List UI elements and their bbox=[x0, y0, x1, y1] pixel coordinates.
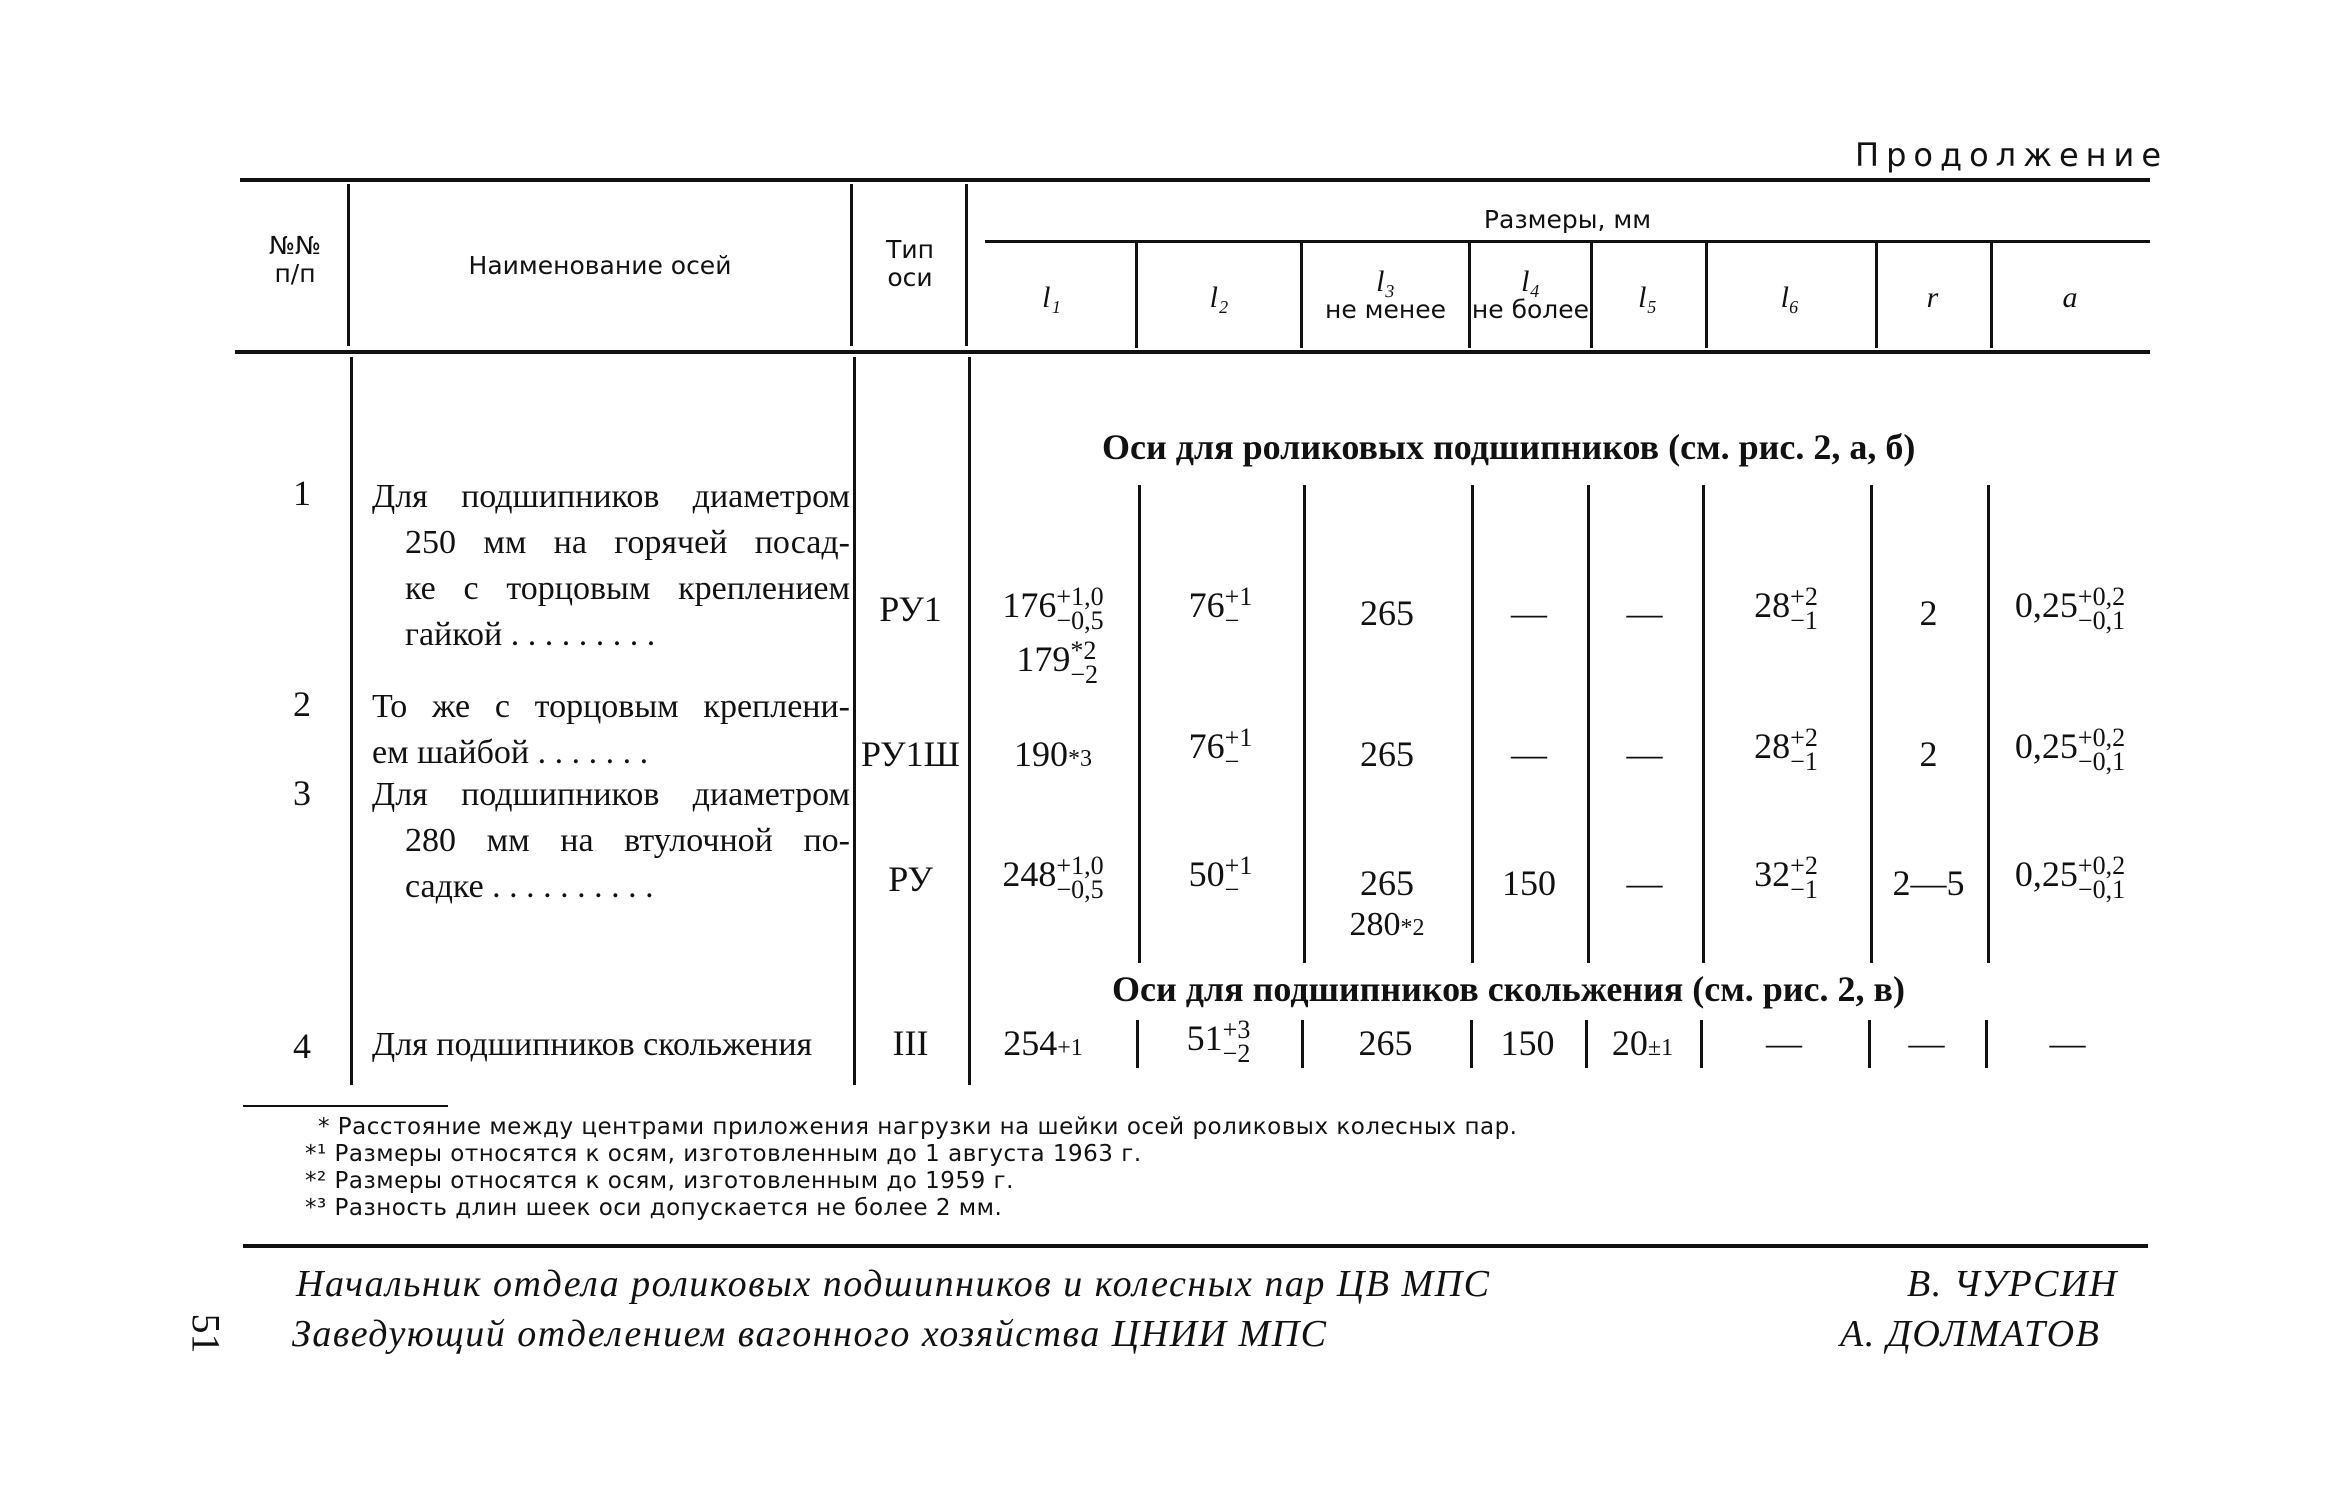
cell-l5: — bbox=[1626, 593, 1663, 633]
continuation-label: Продолжение bbox=[1855, 136, 2169, 174]
row-number: 1 bbox=[293, 473, 311, 513]
header-r: r bbox=[1926, 281, 1939, 314]
row-number: 2 bbox=[293, 684, 311, 724]
cell-l1: 254+1 bbox=[1003, 1023, 1083, 1063]
row-name: То же с торцовым креплени- ем шайбой . . . . . . . bbox=[372, 688, 850, 771]
header-dims-group: Размеры, мм bbox=[1483, 205, 1652, 234]
header-col-name: Наименование осей bbox=[468, 251, 732, 280]
table-end-rule bbox=[243, 1244, 2148, 1248]
header-l5: l₅ bbox=[1638, 281, 1657, 314]
header-bottom-rule bbox=[235, 350, 2150, 354]
cell-a: 0,25 +0,2 −0,1 bbox=[2014, 722, 2126, 776]
cell-l5: — bbox=[1626, 863, 1663, 903]
row-type: РУ1 bbox=[879, 589, 942, 629]
cell-l1: 248 +1,0 −0,5 bbox=[1002, 850, 1104, 904]
cell-r: 2 bbox=[1919, 734, 1938, 774]
header-divider bbox=[965, 184, 968, 346]
cell-l2: 76 +1 − bbox=[1188, 722, 1253, 776]
cell-l6: 28 +2 −1 bbox=[1754, 581, 1818, 635]
row-number: 4 bbox=[293, 1026, 311, 1066]
cell-l6: 28 +2 −1 bbox=[1754, 722, 1818, 776]
signature-name: А. ДОЛМАТОВ bbox=[1840, 1313, 2101, 1355]
page-number: 51 bbox=[183, 1313, 229, 1354]
cell-l2: 76 +1 − bbox=[1188, 581, 1253, 635]
row-name: Для подшипников диаметром 280 мм на втулочной по- садке . . . . . . . . . . bbox=[372, 776, 850, 905]
row-type: III bbox=[892, 1023, 929, 1063]
body-divider bbox=[968, 357, 971, 1085]
header-l2: l₂ bbox=[1209, 281, 1229, 314]
row-type: РУ1Ш bbox=[861, 734, 960, 774]
header-divider bbox=[850, 184, 853, 346]
header-divider bbox=[347, 184, 350, 346]
cell-a: — bbox=[2049, 1023, 2086, 1063]
footnote: *¹ Размеры относятся к осям, изготовленным до 1 августа 1963 г. bbox=[305, 1141, 1142, 1167]
signature-position: Заведующий отделением вагонного хозяйства ЦНИИ МПС bbox=[292, 1313, 1328, 1355]
cell-l4: — bbox=[1511, 734, 1547, 774]
cell-l2: 51 +3 −2 bbox=[1186, 1014, 1251, 1068]
cell-l3: 265 bbox=[1360, 734, 1414, 774]
cell-l5: 20±1 bbox=[1611, 1023, 1674, 1063]
cell-l5: — bbox=[1626, 734, 1663, 774]
cell-a: 0,25 +0,2 −0,1 bbox=[2014, 581, 2126, 635]
header-l4: l₄ не более bbox=[1471, 265, 1590, 324]
cell-r: — bbox=[1908, 1023, 1945, 1063]
signature-name: В. ЧУРСИН bbox=[1907, 1263, 2118, 1305]
cell-r: 2 bbox=[1919, 593, 1938, 633]
footnote: *² Размеры относятся к осям, изготовленным до 1959 г. bbox=[305, 1168, 1014, 1194]
row-name: Для подшипников диаметром 250 мм на горячей посад- ке с торцовым креплением гайкой . . . . . . . . . bbox=[372, 478, 850, 653]
header-l1: l₁ bbox=[1042, 281, 1061, 314]
cell-l3: 265 bbox=[1360, 863, 1414, 903]
body-divider bbox=[350, 357, 353, 1085]
header-l6: l₆ bbox=[1780, 281, 1800, 314]
header-a: a bbox=[2062, 281, 2078, 314]
cell-l1: 190*3 bbox=[1014, 734, 1092, 774]
header-l3: l₃ не менее bbox=[1324, 265, 1447, 324]
table-top-rule bbox=[240, 178, 2150, 182]
section-roller-title: Оси для роликовых подшипников (см. рис. 2, а, б) bbox=[1102, 427, 1916, 467]
cell-l6: — bbox=[1766, 1023, 1802, 1063]
footnote: * Расстояние между центрами приложения нагрузки на шейки осей роликовых колесных пар. bbox=[318, 1114, 1518, 1140]
footnote: *³ Разность длин шеек оси допускается не более 2 мм. bbox=[305, 1195, 1003, 1221]
cell-l4: 150 bbox=[1500, 1023, 1555, 1063]
body-divider bbox=[853, 357, 856, 1085]
cell-l1-extra: 179 *2 −2 bbox=[1016, 635, 1098, 689]
cell-l3: 265 bbox=[1358, 1023, 1413, 1063]
dims-group-rule bbox=[985, 240, 2150, 243]
section-sliding-title: Оси для подшипников скольжения (см. рис. 2, в) bbox=[1112, 969, 1905, 1009]
signature-position: Начальник отдела роликовых подшипников и колесных пар ЦВ МПС bbox=[296, 1263, 1491, 1305]
cell-l4: — bbox=[1511, 593, 1547, 633]
cell-a: 0,25 +0,2 −0,1 bbox=[2014, 850, 2126, 904]
cell-l4: 150 bbox=[1502, 863, 1556, 903]
row-name: Для подшипников скольжения bbox=[372, 1026, 813, 1063]
cell-l3: 265 bbox=[1360, 593, 1414, 633]
header-col-no: №№ п/п bbox=[268, 231, 321, 288]
cell-l6: 32 +2 −1 bbox=[1754, 850, 1818, 904]
header-col-type: Тип оси bbox=[886, 235, 934, 292]
cell-l1: 176 +1,0 −0,5 bbox=[1002, 581, 1104, 635]
footnote-short-rule bbox=[243, 1105, 448, 1107]
cell-r: 2—5 bbox=[1892, 863, 1965, 903]
row-type: РУ bbox=[888, 859, 933, 899]
cell-l3-extra: 280*2 bbox=[1349, 906, 1425, 943]
row-number: 3 bbox=[293, 773, 311, 813]
cell-l2: 50 +1 − bbox=[1188, 850, 1253, 904]
